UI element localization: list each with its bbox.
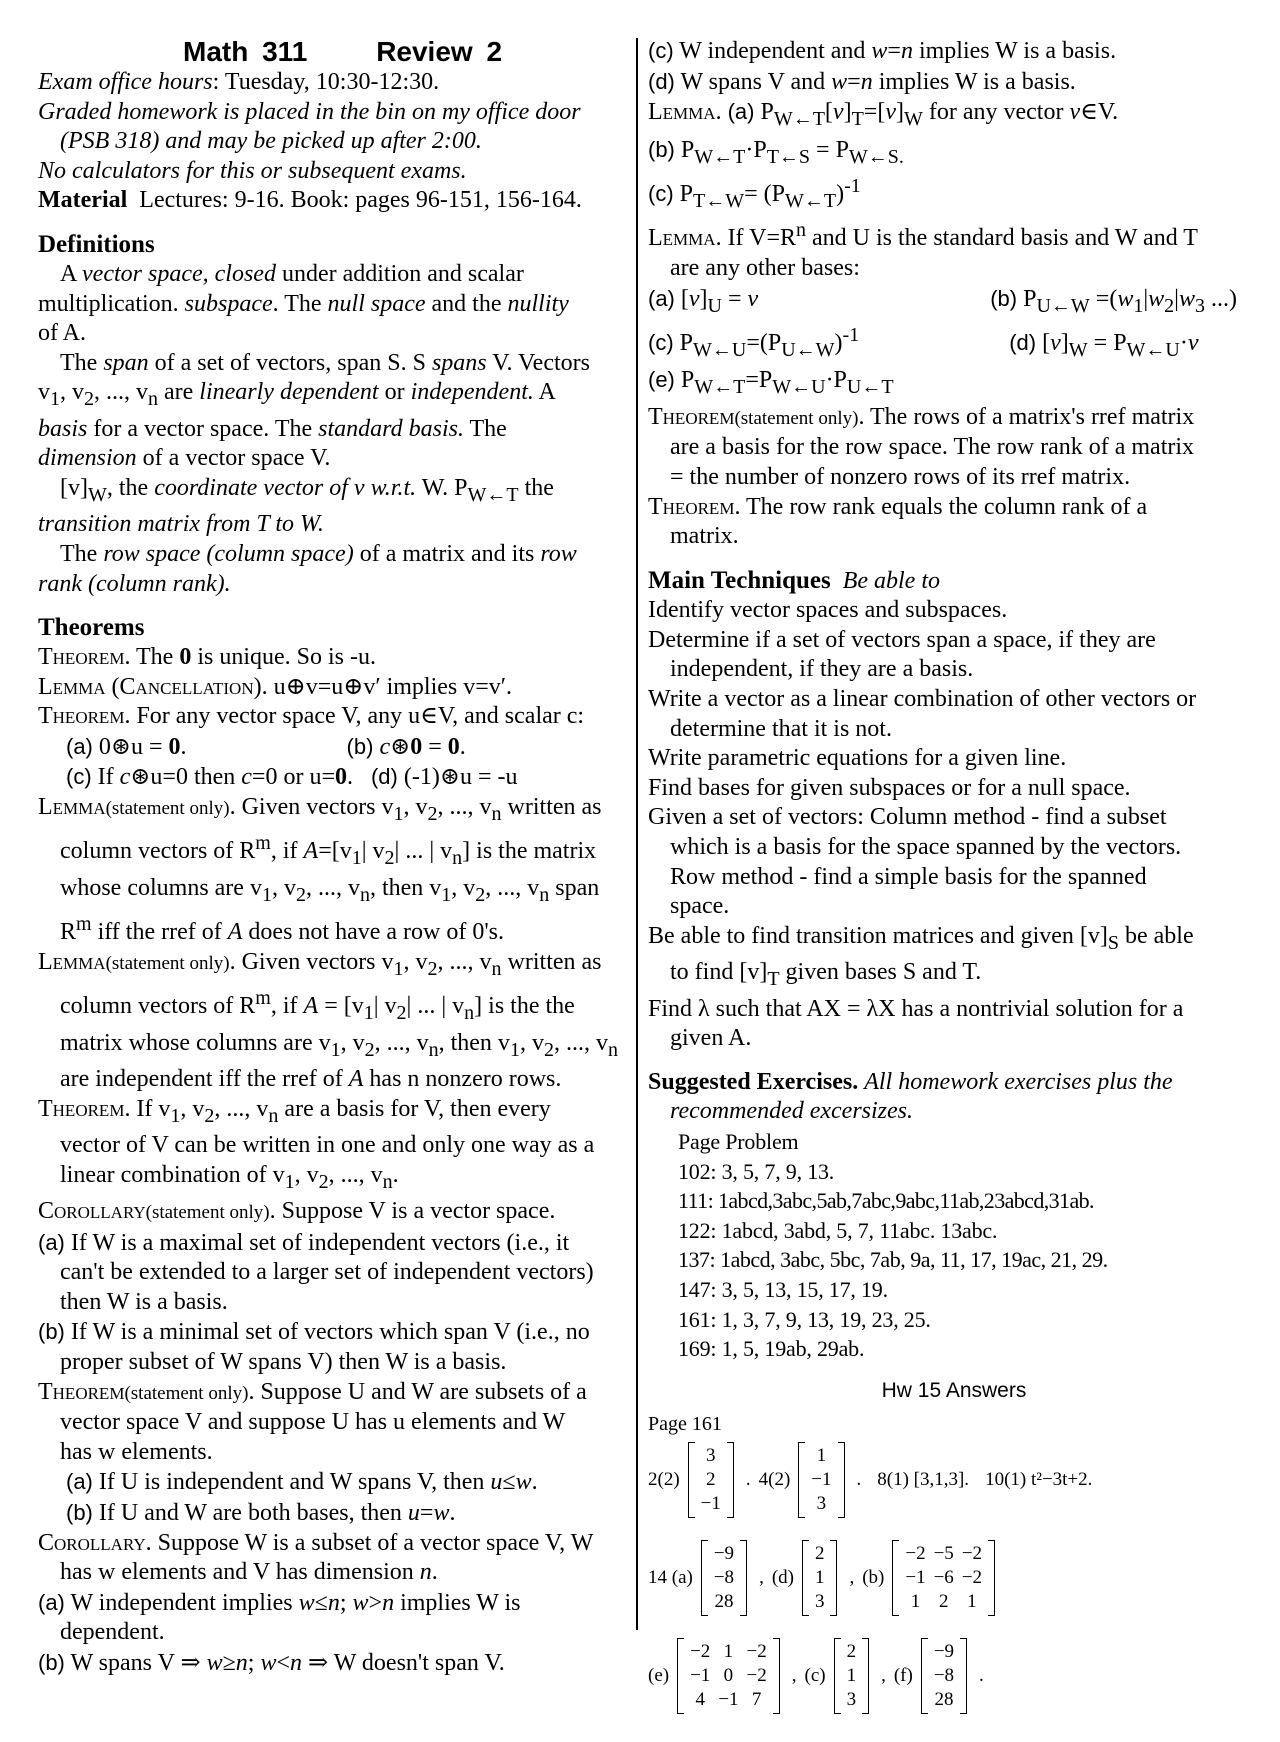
material-label: Material [38,187,128,214]
definition-line: The row space (column space) of a matrix and its row [60,540,577,567]
exercise-line: Page Problem [678,1128,799,1154]
theorem-line: vector of V can be written in one and only one way as a [60,1131,595,1158]
homework-line: Graded homework is placed in the bin on my office door [38,98,581,125]
theorem-line: matrix whose columns are $v_1$, $v_2$, ..., $v_n$, then $v_1$, $v_2$, ..., $v_n$ [60,1029,618,1061]
matrix: −9 −8 28 [921,1638,967,1714]
theorem-line: (c) If c⊛u=0 then c=0 or u=0. (d) (-1)⊛u = -u [66,764,518,791]
matrix: 2 1 3 [834,1638,870,1714]
theorem-line: Theorem. The row rank equals the column rank of a [648,493,1148,520]
definition-line: basis for a vector space. The standard basis. The [38,415,507,442]
definition-line: $v_1$, $v_2$, ..., $v_n$ are linearly dependent or independent. A [38,379,556,411]
exercises-sub-2: recommended excersizes. [670,1098,914,1125]
technique-line: Find bases for given subspaces or for a null space. [648,774,1131,801]
techniques-sub: Be able to [842,567,941,594]
lemma-line: (b) $P_{W\leftarrow T}\cdot P_{T\leftarrow S} = P_{W\leftarrow S.}$ [648,136,904,168]
technique-line: Find λ such that AX = λX has a nontrivial solution for a [648,995,1184,1022]
theorem-line: Lemma(statement only). Given vectors $v_1$, $v_2$, ..., $v_n$ written as [38,948,602,980]
theorem-line: matrix. [670,523,739,550]
theorem-line: Corollary(statement only). Suppose V is a vector space. [38,1197,556,1224]
column-divider [636,38,638,1630]
technique-line: Write parametric equations for a given line. [648,745,1067,772]
answers-block [648,1442,1260,1742]
homework-line-2: (PSB 318) and may be picked up after 2:00. [60,128,482,155]
answer-row-2: 14 (a) −9 −8 28 , (d) 2 1 3 , (b) −2 −5 −2 −1 −6 −2 1 2 1 [648,1540,999,1616]
technique-line: space. [670,893,730,920]
technique-line: Write a vector as a linear combination of other vectors or [648,686,1197,713]
review-title: Review 2 [376,36,503,67]
technique-line: independent, if they are a basis. [670,656,974,683]
answer-row-3: (e) −2 1 −2 −1 0 −2 4 −1 7 , (c) 2 1 3 , (f) −9 −8 28 . [648,1638,992,1714]
technique-line: Row method - find a simple basis for the spanned [670,863,1147,890]
theorem-line: then W is a basis. [60,1288,228,1315]
right-column [648,36,1260,1742]
lemma-line: Lemma. If $V=R^n$ and U is the standard basis and W and T [648,219,1198,252]
answer-row-1: 2(2) 3 2 −1 . 4(2) 1 −1 3 . 8(1) [3,1,3]. 10(1) t²−3t+2. [648,1442,1100,1518]
lemma-line: (c) $P_{W\leftarrow U}=(P_{U\leftarrow W})^{-1}$ (d) $[v]_W = P_{W\leftarrow U}\cdot v$ [648,323,1199,361]
calculator-line: No calculators for this or subsequent exams. [38,157,467,184]
theorem-line: (b) If U and W are both bases, then u=w. [66,1499,456,1526]
hw-answers-heading: Hw 15 Answers [881,1378,1027,1402]
course-title: Math 311 [183,36,308,67]
office-hours-line: Exam office hours: Tuesday, 10:30-12:30. [38,69,440,95]
exercise-line: 122: 1abcd, 3abd, 5, 7, 11abc. 13abc. [678,1217,998,1243]
matrix: 2 1 3 [802,1540,838,1616]
theorem-line: = the number of nonzero rows of its rref matrix. [670,463,1131,490]
page-title [38,36,628,68]
theorem-line: $R^m$ iff the rref of A does not have a row of 0's. [60,913,505,946]
theorem-line: Theorem. The 0 is unique. So is -u. [38,644,377,671]
exercise-line: 137: 1abcd, 3abc, 5bc, 7ab, 9a, 11, 17, 19ac, 21, 29. [678,1247,1108,1273]
definition-line: of A. [38,320,86,347]
techniques-heading-line [648,566,1260,597]
theorem-line: whose columns are $v_1$, $v_2$, ..., $v_n$, then $v_1$, $v_2$, ..., $v_n$ span [60,874,600,906]
exercises-sub: All homework exercises plus the [864,1068,1173,1095]
technique-line: Identify vector spaces and subspaces. [648,597,1008,624]
matrix: −2 1 −2 −1 0 −2 4 −1 7 [677,1638,780,1714]
matrix: 3 2 −1 [688,1442,734,1518]
lemma-line: are any other bases: [670,254,860,281]
theorem-line: has w elements. [60,1438,213,1465]
theorem-line: proper subset of W spans V) then W is a basis. [60,1348,507,1375]
theorem-line: column vectors of $R^m$, if $A = [v_1|$ $v_2|$ ... | $v_n$] is the the [60,987,575,1025]
theorem-line: Theorem. If $v_1$, $v_2$, ..., $v_n$ are a basis for V, then every [38,1095,551,1127]
material-text: Lectures: 9-16. Book: pages 96-151, 156-164. [139,187,582,214]
lemma-line: (e) $P_{W\leftarrow T}=P_{W\leftarrow U}\cdot P_{U\leftarrow T}$ [648,367,894,399]
technique-line: given A. [670,1025,752,1052]
definition-line: $[v]_W$, the coordinate vector of v w.r.t. W. $P_{W\leftarrow T}$ the [60,474,554,506]
theorem-line: Corollary. Suppose W is a subset of a vector space V, W [38,1529,594,1556]
theorem-line: (b) If W is a minimal set of vectors which span V (i.e., no [38,1319,590,1346]
technique-line: Determine if a set of vectors span a space, if they are [648,626,1156,653]
exercises-heading: Suggested Exercises. [648,1068,859,1095]
exercise-line: 169: 1, 5, 19ab, 29ab. [678,1336,865,1362]
definition-line: multiplication. subspace. The null space and the nullity [38,290,569,317]
theorem-line: Theorem. For any vector space V, any u∈V, and scalar c: [38,703,585,730]
hw-page-label: Page 161 [648,1412,722,1435]
matrix: −2 −5 −2 −1 −6 −2 1 2 1 [892,1540,995,1616]
technique-line: which is a basis for the space spanned by the vectors. [670,834,1182,861]
theorem-line: are independent iff the rref of A has n nonzero rows. [60,1066,562,1092]
exercise-line: 147: 3, 5, 13, 15, 17, 19. [678,1276,888,1302]
definition-line: The span of a set of vectors, span S. S spans V. Vectors [60,349,590,376]
corollary-line: (d) W spans V and w=n implies W is a basis. [648,68,1076,95]
exercise-line: 102: 3, 5, 7, 9, 13. [678,1158,835,1184]
theorem-line: (a) 0⊛u = 0. (b) c⊛0 = 0. [66,733,466,760]
definition-line: A vector space, closed under addition and scalar [60,260,524,287]
technique-line: determine that it is not. [670,715,892,742]
theorem-line: (a) If W is a maximal set of independent vectors (i.e., it [38,1229,570,1256]
exercise-line: 111: 1abcd,3abc,5ab,7abc,9abc,11ab,23abcd,31ab. [678,1188,1094,1214]
left-column [38,36,628,1678]
theorems-heading: Theorems [38,614,145,642]
theorem-line: has w elements and V has dimension n. [60,1559,438,1586]
theorem-line: column vectors of $R^m$, if $A=[v_1|$ $v_2|$ ... | $v_n$] is the matrix [60,832,597,870]
techniques-heading: Main Techniques [648,566,831,594]
theorem-line: Lemma (Cancellation). u⊕v=u⊕v′ implies v=v′. [38,673,513,700]
technique-line: Be able to find transition matrices and given $[v]_S$ be able [648,922,1194,954]
theorem-line: vector space V and suppose U has u elements and W [60,1409,566,1436]
theorem-line: linear combination of $v_1$, $v_2$, ..., $v_n$. [60,1161,399,1193]
theorem-line: dependent. [60,1619,165,1646]
matrix: 1 −1 3 [798,1442,844,1518]
theorem-line: (a) If U is independent and W spans V, then u≤w. [66,1469,538,1496]
definition-line: rank (column rank). [38,570,231,597]
theorem-line: are a basis for the row space. The row rank of a matrix [670,434,1195,461]
definition-line: dimension of a vector space V. [38,445,331,472]
theorem-line: Theorem(statement only). Suppose U and W are subsets of a [38,1378,587,1405]
technique-line: Given a set of vectors: Column method - find a subset [648,804,1167,831]
theorem-line: Lemma(statement only). Given vectors $v_1$, $v_2$, ..., $v_n$ written as [38,794,602,825]
lemma-line: Lemma. (a) $P_{W\leftarrow T}[v]_T=[v]_W$ for any vector v∈V. [648,99,1119,130]
theorem-line: can't be extended to a larger set of independent vectors) [60,1259,594,1286]
corollary-line: (c) W independent and w=n implies W is a basis. [648,38,1117,64]
exercises-heading-line [648,1068,1260,1098]
lemma-line: (c) $P_{T\leftarrow W}= (P_{W\leftarrow T})^{-1}$ [648,174,861,212]
material-line [38,186,628,216]
lemma-line: (a) $[v]_U = v$ (b) $P_{U\leftarrow W} =(w_1|w_2|w_3$ ...) [648,285,1237,317]
technique-line: to find $[v]_T$ given bases S and T. [670,959,982,990]
definition-line: transition matrix from T to W. [38,511,324,538]
exercise-line: 161: 1, 3, 7, 9, 13, 19, 23, 25. [678,1306,931,1332]
theorem-line: (b) W spans V ⇒ w≥n; w<n ⇒ W doesn't span V. [38,1649,505,1676]
matrix: −9 −8 28 [701,1540,747,1616]
theorem-line: (a) W independent implies w≤n; w>n implies W is [38,1589,521,1616]
theorem-line: Theorem(statement only). The rows of a matrix's rref matrix [648,403,1195,430]
definitions-heading: Definitions [38,230,155,258]
